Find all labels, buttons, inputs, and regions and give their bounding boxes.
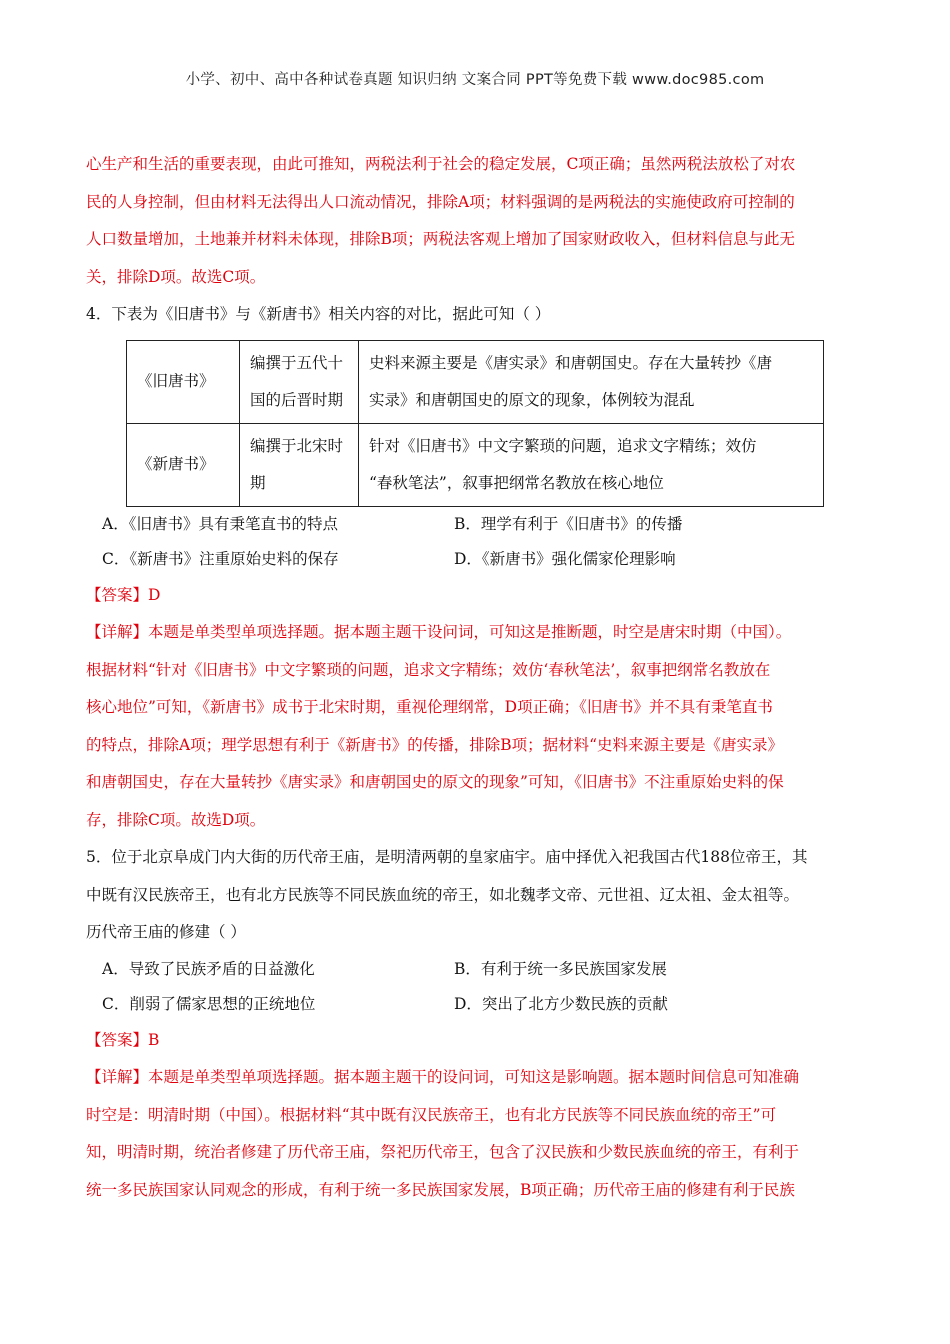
text-line: 的特点，排除A项；理学思想有利于《新唐书》的传播，排除B项；据材料“史料来源主要是《唐实录》: [86, 735, 784, 754]
text-line: 根据材料“针对《旧唐书》中文字繁琐的问题，追求文字精练；效仿‘春秋笔法’，叙事把纲常名教放在: [86, 660, 771, 679]
text-line: 关，排除D项。故选C项。: [86, 267, 266, 286]
page-content: [86, 146, 864, 1209]
option-c: C．削弱了儒家思想的正统地位: [102, 994, 316, 1013]
table-cell-book: 《旧唐书》: [127, 340, 240, 423]
table-cell-desc: 史料来源主要是《唐实录》和唐朝国史。存在大量转抄《唐 实录》和唐朝国史的原文的现象，体例较为混乱: [359, 340, 824, 423]
text-line: 统一多民族国家认同观念的形成，有利于统一多民族国家发展，B项正确；历代帝王庙的修建有利于民族: [86, 1180, 795, 1199]
page-header: 小学、初中、高中各种试卷真题 知识归纳 文案合同 PPT等免费下载 www.doc985.com: [185, 72, 765, 88]
table-row: [127, 423, 824, 506]
table-row: [127, 340, 824, 423]
question-5: [86, 839, 864, 1209]
comparison-table: [126, 340, 824, 507]
question-5-stem-line: 历代帝王庙的修建（ ）: [86, 923, 246, 941]
text-line: 人口数量增加，土地兼并材料未体现，排除B项；两税法客观上增加了国家财政收入，但材料信息与此无: [86, 230, 795, 248]
table-cell-time: 编撰于北宋时 期: [240, 423, 359, 506]
text-line: 和唐朝国史，存在大量转抄《唐实录》和唐朝国史的原文的现象”可知，《旧唐书》不注重原始史料的保: [86, 773, 784, 791]
question-4: [86, 296, 864, 839]
option-b: B．理学有利于《旧唐书》的传播: [454, 514, 683, 533]
question-4-answer: 【答案】D: [86, 585, 161, 604]
text-line: 存，排除C项。故选D项。: [86, 810, 266, 829]
question-5-stem-line: 中既有汉民族帝王，也有北方民族等不同民族血统的帝王，如北魏孝文帝、元世祖、辽太祖、金太祖等。: [86, 885, 800, 904]
previous-answer-continuation: [86, 146, 864, 296]
table-cell-desc: 针对《旧唐书》中文字繁琐的问题，追求文字精练；效仿 “春秋笔法”，叙事把纲常名教放在核心地位: [359, 423, 824, 506]
text-line: 【详解】本题是单类型单项选择题。据本题主题干设问词，可知这是推断题，时空是唐宋时期（中国）。: [86, 623, 792, 641]
option-a: A．导致了民族矛盾的日益激化: [102, 959, 315, 978]
text-line: 知，明清时期，统治者修建了历代帝王庙，祭祀历代帝王，包含了汉民族和少数民族血统的帝王，有利于: [86, 1143, 800, 1161]
text-line: 核心地位”可知，《新唐书》成书于北宋时期，重视伦理纲常，D项正确；《旧唐书》并不具有秉笔直书: [86, 698, 773, 716]
option-a: A．《旧唐书》具有秉笔直书的特点: [102, 514, 338, 533]
text-line: 民的人身控制，但由材料无法得出人口流动情况，排除A项；材料强调的是两税法的实施使政府可控制的: [86, 192, 795, 211]
question-5-answer: 【答案】B: [86, 1030, 160, 1049]
text-line: 【详解】本题是单类型单项选择题。据本题主题干的设问词，可知这是影响题。据本题时间信息可知准确: [86, 1068, 800, 1086]
question-4-stem: 4．下表为《旧唐书》与《新唐书》相关内容的对比，据此可知（ ）: [86, 305, 551, 323]
question-5-stem-line: 5．位于北京阜成门内大街的历代帝王庙，是明清两朝的皇家庙宇。庙中择优入祀我国古代188位帝王，其: [86, 848, 808, 866]
question-5-options: [102, 952, 864, 1022]
option-c: C．《新唐书》注重原始史料的保存: [102, 549, 339, 568]
text-line: 心生产和生活的重要表现，由此可推知，两税法利于社会的稳定发展，C项正确；虽然两税法放松了对农: [86, 155, 796, 173]
option-b: B．有利于统一多民族国家发展: [454, 959, 667, 978]
question-4-detail: [86, 614, 864, 839]
table-cell-time: 编撰于五代十 国的后晋时期: [240, 340, 359, 423]
question-5-detail: [86, 1059, 864, 1209]
text-line: 时空是：明清时期（中国）。根据材料“其中既有汉民族帝王，也有北方民族等不同民族血统的帝王”可: [86, 1105, 777, 1124]
table-cell-book: 《新唐书》: [127, 423, 240, 506]
option-d: D．《新唐书》强化儒家伦理影响: [454, 549, 676, 568]
option-d: D．突出了北方少数民族的贡献: [454, 994, 668, 1013]
question-4-options: [102, 507, 864, 577]
